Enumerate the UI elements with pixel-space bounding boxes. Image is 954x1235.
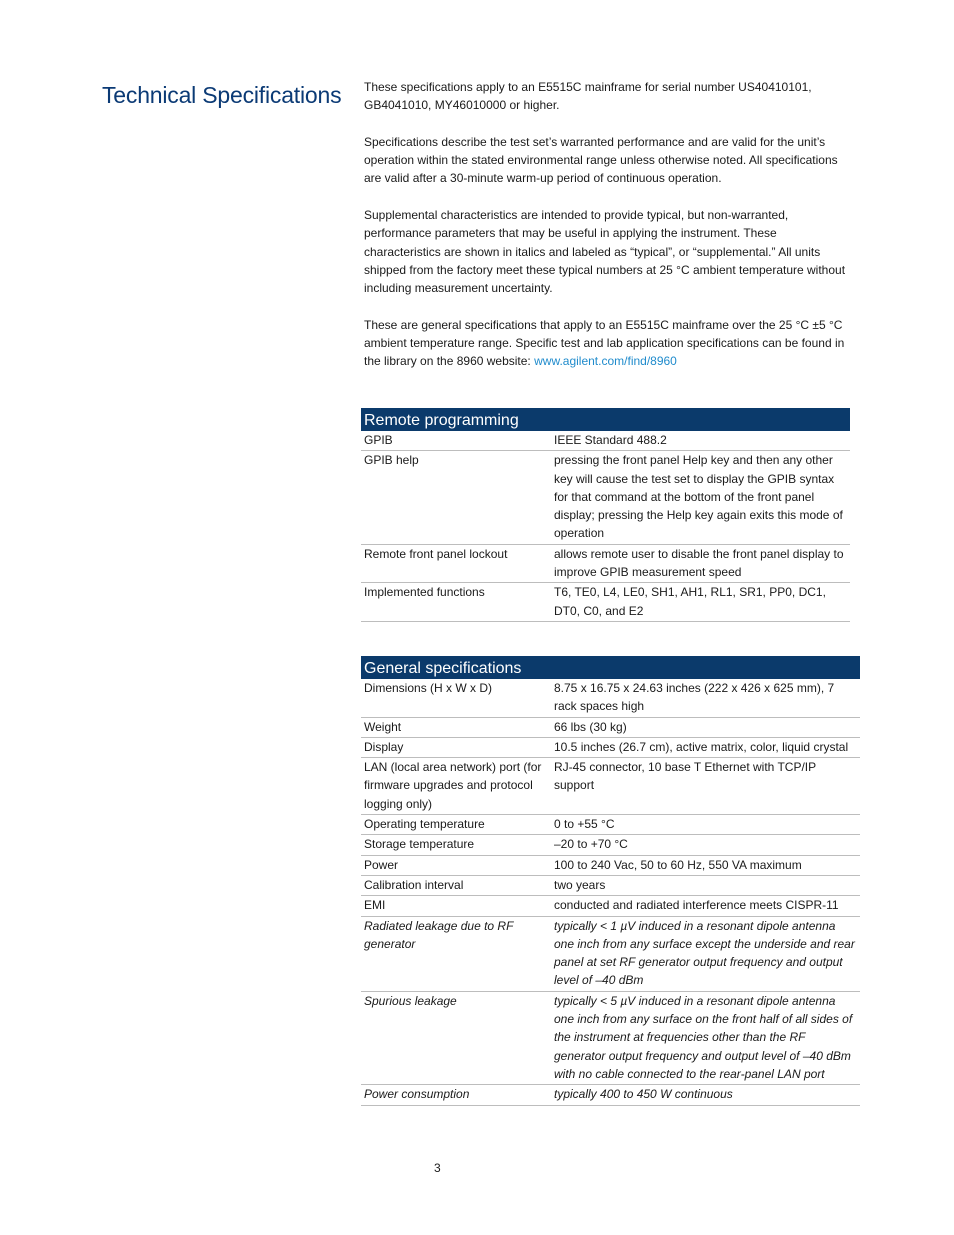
spec-value: typically < 1 µV induced in a resonant dipole antenna one inch from any surface except the underside and rear panel at set RF generator output frequency and output level of –40 dBm <box>551 916 860 991</box>
spec-label: Power <box>361 855 551 875</box>
website-link[interactable]: www.agilent.com/find/8960 <box>534 354 677 369</box>
remote-programming-header: Remote programming <box>361 408 850 431</box>
intro-paragraph-general-text: These are general specifications that apply to an E5515C mainframe over the 25 °C ±5 °C ambient temperature range. Specific test and lab application specifications can be found in the library on the 8960 website: <box>364 317 845 369</box>
spec-label: Operating temperature <box>361 815 551 835</box>
spec-value: 100 to 240 Vac, 50 to 60 Hz, 550 VA maximum <box>551 855 860 875</box>
spec-value: 0 to +55 °C <box>551 815 860 835</box>
table-row <box>361 758 860 815</box>
spec-label: Implemented functions <box>361 583 551 622</box>
spec-value: typically < 5 µV induced in a resonant dipole antenna one inch from any surface on the front half of all sides of the instrument at frequencies other than the RF generator output frequency and output level of –40 dBm with no cable connected to the rear-panel LAN port <box>551 991 860 1084</box>
spec-value: –20 to +70 °C <box>551 835 860 855</box>
table-row <box>361 855 860 875</box>
table-row <box>361 737 860 757</box>
spec-value: typically 400 to 450 W continuous <box>551 1085 860 1105</box>
spec-label: Calibration interval <box>361 875 551 895</box>
spec-label: Weight <box>361 717 551 737</box>
spec-label: Storage temperature <box>361 835 551 855</box>
spec-label: EMI <box>361 896 551 916</box>
spec-value: T6, TE0, L4, LE0, SH1, AH1, RL1, SR1, PP0, DC1, DT0, C0, and E2 <box>551 583 850 622</box>
spec-value: 10.5 inches (26.7 cm), active matrix, color, liquid crystal <box>551 737 860 757</box>
table-row <box>361 583 850 622</box>
table-row <box>361 875 860 895</box>
spec-label: GPIB <box>361 431 551 451</box>
table-row <box>361 835 860 855</box>
table-row <box>361 916 860 991</box>
spec-label: Power consumption <box>361 1085 551 1105</box>
table-row <box>361 679 860 717</box>
spec-label: Remote front panel lockout <box>361 544 551 583</box>
table-row <box>361 1085 860 1105</box>
spec-value: two years <box>551 875 860 895</box>
spec-label: Spurious leakage <box>361 991 551 1084</box>
table-row <box>361 991 860 1084</box>
spec-value: allows remote user to disable the front panel display to improve GPIB measurement speed <box>551 544 850 583</box>
intro-paragraph-supplemental: Supplemental characteristics are intended to provide typical, but non-warranted, performance parameters that may be useful in applying the instrument. These characteristics are shown in italics and labeled as “typical”, or “supplemental.” All units shipped from the factory meet these typical numbers at 25 °C ambient temperature without including measurement uncertainty. <box>364 208 846 296</box>
intro-text <box>364 78 854 389</box>
spec-label: LAN (local area network) port (for firmware upgrades and protocol logging only) <box>361 758 551 815</box>
spec-value: conducted and radiated interference meets CISPR-11 <box>551 896 860 916</box>
intro-paragraph-warranted: Specifications describe the test set’s warranted performance and are valid for the unit’s operation within the stated environmental range unless otherwise noted. All specifications are valid after a 30-minute warm-up period of continuous operation. <box>364 134 838 186</box>
table-row <box>361 451 850 544</box>
spec-label: Display <box>361 737 551 757</box>
page-number: 3 <box>434 1161 441 1175</box>
spec-label: Radiated leakage due to RF generator <box>361 916 551 991</box>
spec-label: Dimensions (H x W x D) <box>361 679 551 717</box>
table-row <box>361 815 860 835</box>
table-row <box>361 431 850 451</box>
spec-label: GPIB help <box>361 451 551 544</box>
table-row <box>361 717 860 737</box>
table-row <box>361 896 860 916</box>
page-title: Technical Specifications <box>102 82 342 108</box>
remote-programming-table <box>361 408 850 622</box>
spec-value: pressing the front panel Help key and then any other key will cause the test set to display the GPIB syntax for that command at the bottom of the front panel display; pressing the Help key again exits this mode of operation <box>551 451 850 544</box>
general-specifications-table <box>361 656 860 1106</box>
general-specifications-header: General specifications <box>361 656 860 679</box>
intro-paragraph-serial: These specifications apply to an E5515C mainframe for serial number US40410101, GB4041010, MY46010000 or higher. <box>364 80 812 113</box>
spec-value: RJ-45 connector, 10 base T Ethernet with TCP/IP support <box>551 758 860 815</box>
table-row <box>361 544 850 583</box>
spec-value: 8.75 x 16.75 x 24.63 inches (222 x 426 x 625 mm), 7 rack spaces high <box>551 679 860 717</box>
spec-value: 66 lbs (30 kg) <box>551 717 860 737</box>
intro-paragraph-general <box>364 316 854 371</box>
spec-value: IEEE Standard 488.2 <box>551 431 850 451</box>
